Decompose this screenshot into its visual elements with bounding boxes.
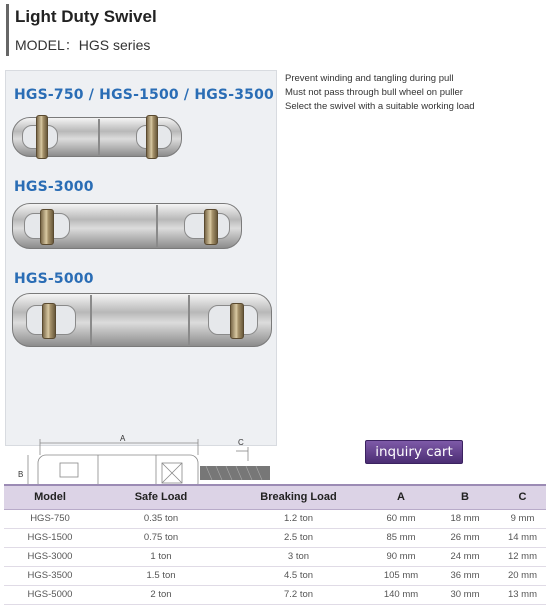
- cell-safe-load: 1 ton: [96, 547, 226, 566]
- dim-label-b: B: [18, 470, 24, 479]
- spec-table: [4, 484, 546, 605]
- cell-c: 20 mm: [499, 566, 546, 585]
- inquiry-cart-button[interactable]: inquiry cart: [365, 440, 463, 464]
- table-header-row: [4, 485, 546, 509]
- cell-b: 18 mm: [431, 509, 499, 528]
- cell-b: 24 mm: [431, 547, 499, 566]
- product-image-panel: [5, 70, 277, 479]
- col-header-model: Model: [4, 485, 96, 509]
- cell-model: HGS-750: [4, 509, 96, 528]
- swivel-image-small: [12, 111, 182, 163]
- description-line: Select the swivel with a suitable working load: [285, 101, 475, 112]
- cell-b: 36 mm: [431, 566, 499, 585]
- cell-model: HGS-3500: [4, 566, 96, 585]
- cell-b: 30 mm: [431, 585, 499, 604]
- cell-safe-load: 0.75 ton: [96, 528, 226, 547]
- cell-c: 13 mm: [499, 585, 546, 604]
- cell-c: 14 mm: [499, 528, 546, 547]
- cell-breaking-load: 4.5 ton: [226, 566, 371, 585]
- cell-breaking-load: 7.2 ton: [226, 585, 371, 604]
- cell-breaking-load: 2.5 ton: [226, 528, 371, 547]
- product-name-hgs-750-1500-3500: HGS-750 / HGS-1500 / HGS-3500: [14, 87, 274, 103]
- table-row: [4, 566, 546, 585]
- cell-breaking-load: 3 ton: [226, 547, 371, 566]
- cell-a: 105 mm: [371, 566, 431, 585]
- swivel-image-large: [12, 289, 272, 355]
- cell-a: 85 mm: [371, 528, 431, 547]
- table-row: [4, 585, 546, 604]
- cell-safe-load: 2 ton: [96, 585, 226, 604]
- cell-safe-load: 1.5 ton: [96, 566, 226, 585]
- col-header-b: B: [431, 485, 499, 509]
- product-name-hgs-5000: HGS-5000: [14, 271, 94, 287]
- cell-breaking-load: 1.2 ton: [226, 509, 371, 528]
- description-line: Prevent winding and tangling during pull: [285, 73, 454, 84]
- col-header-breaking-load: Breaking Load: [226, 485, 371, 509]
- col-header-safe-load: Safe Load: [96, 485, 226, 509]
- table-row: [4, 528, 546, 547]
- cell-a: 90 mm: [371, 547, 431, 566]
- page-title: Light Duty Swivel: [15, 7, 157, 26]
- col-header-c: C: [499, 485, 546, 509]
- swivel-image-medium: [12, 197, 242, 257]
- product-description: [285, 72, 545, 114]
- table-row: [4, 547, 546, 566]
- dim-label-c: C: [238, 438, 244, 447]
- dim-label-a: A: [120, 434, 126, 443]
- cell-b: 26 mm: [431, 528, 499, 547]
- cell-model: HGS-1500: [4, 528, 96, 547]
- page-header: [6, 4, 546, 56]
- cell-model: HGS-3000: [4, 547, 96, 566]
- description-line: Must not pass through bull wheel on puller: [285, 87, 463, 98]
- cell-safe-load: 0.35 ton: [96, 509, 226, 528]
- cell-a: 60 mm: [371, 509, 431, 528]
- product-name-hgs-3000: HGS-3000: [14, 179, 94, 195]
- model-label: MODEL：HGS series: [15, 37, 151, 53]
- cell-c: 9 mm: [499, 509, 546, 528]
- cell-a: 140 mm: [371, 585, 431, 604]
- cell-model: HGS-5000: [4, 585, 96, 604]
- col-header-a: A: [371, 485, 431, 509]
- cell-c: 12 mm: [499, 547, 546, 566]
- table-row: [4, 509, 546, 528]
